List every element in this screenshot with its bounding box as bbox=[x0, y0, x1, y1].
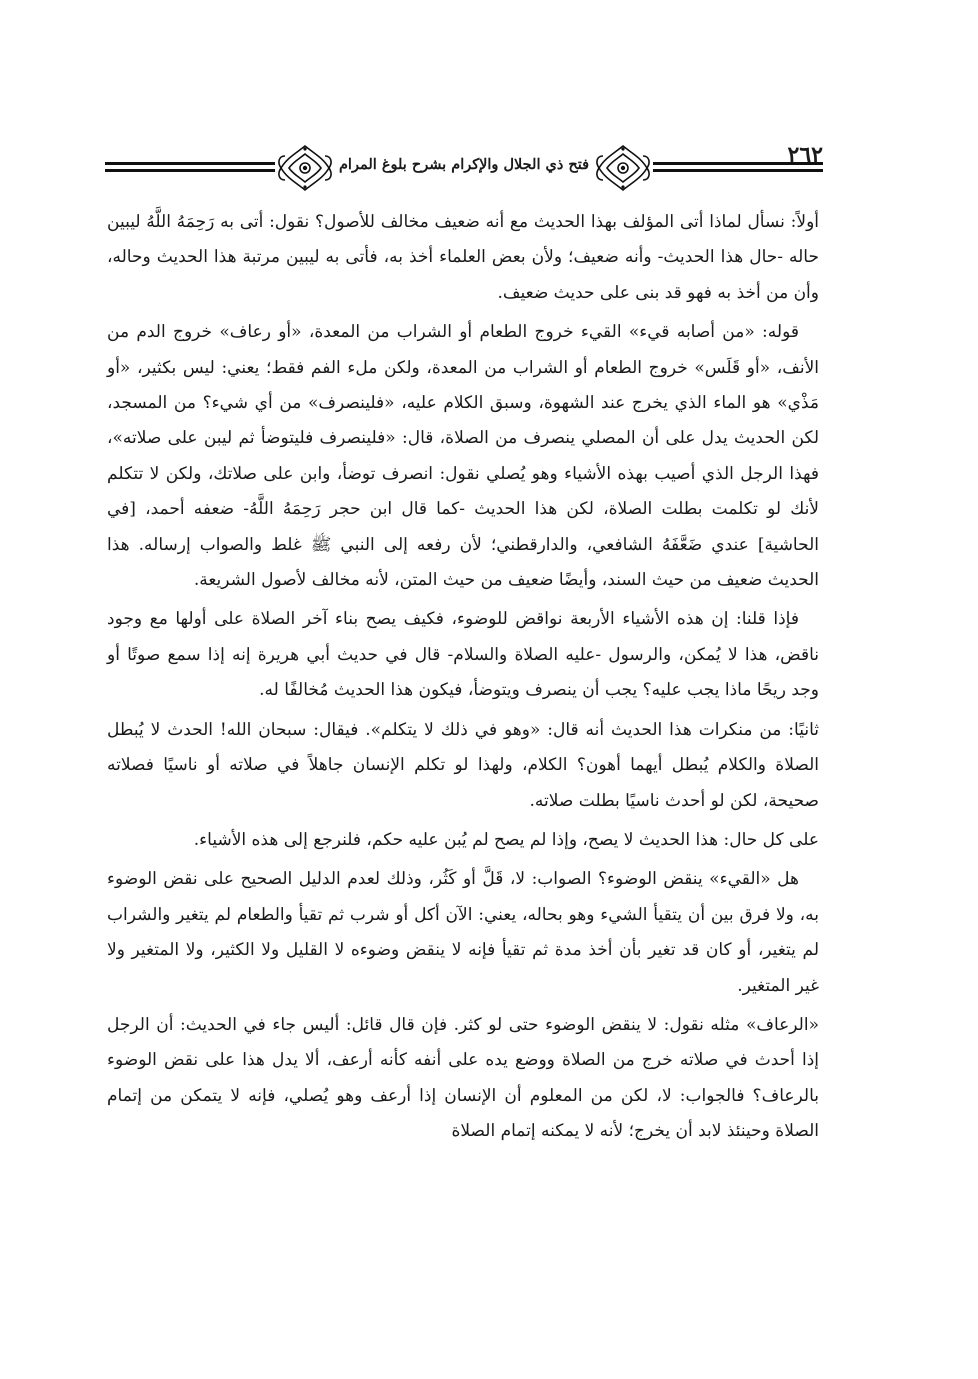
header-rule-left-bottom bbox=[105, 169, 275, 172]
page-number: ٢٦٢ bbox=[787, 142, 823, 168]
running-title: فتح ذي الجلال والإكرام بشرح بلوغ المرام bbox=[338, 156, 590, 173]
page-header bbox=[105, 140, 823, 196]
paragraph-2: قوله: «من أصابه قيء» القيء خروج الطعام أو الشراب من المعدة، «أو رعاف» خروج الدم من الأنف، «أو قَلَس» خروج الطعام أو الشراب من المعدة، ولكن ملء الفم فقط؛ يعني: ليس بكثير، «أو مَذْي» هو الماء الذي يخرج عند الشهوة، وسبق الكلام عليه، «فلينصرف» من أي شيء؟ من المسجد، لكن الحديث يدل على أن المصلي ينصرف من الصلاة، قال: «فلينصرف فليتوضأ ثم ليبن على صلاته»، فهذا الرجل الذي أصيب بهذه الأشياء وهو يُصلي نقول: انصرف توضأ، وابن على صلاتك، ولكن لا تتكلم لأنك لو تكلمت بطلت الصلاة، لكن هذا الحديث -كما قال ابن حجر رَحِمَهُ اللَّهُ- ضعفه أحمد، [في الحاشية] عندي ضَعَّفَهُ الشافعي، والدارقطني؛ لأن رفعه إلى النبي ﷺ غلط والصواب إرساله. هذا الحديث ضعيف من حيث السند، وأيضًا ضعيف من حيث المتن، لأنه مخالف لأصول الشريعة. bbox=[107, 322, 819, 591]
paragraph-3: فإذا قلنا: إن هذه الأشياء الأربعة نواقض للوضوء، فكيف يصح بناء آخر الصلاة على أولها مع وجود ناقض، هذا لا يُمكن، والرسول -عليه الصلاة والسلام- قال في حديث أبي هريرة إنه إذا سمع صوتًا أو وجد ريحًا ماذا يجب عليه؟ يجب أن ينصرف ويتوضأ، فيكون هذا الحديث مُخالفًا له. bbox=[107, 609, 819, 701]
paragraph-6: هل «القيء» ينقض الوضوء؟ الصواب: لا، قَلَّ أو كَثُر، وذلك لعدم الدليل الصحيح على نقض الوضوء به، ولا فرق بين أن يتقيأ الشيء وهو بحاله، يعني: الآن أكل أو شرب ثم تقيأ والطعام لم يتغير والشراب لم يتغير، أو كان قد تغير بأن أخذ مدة ثم تقيأ فإنه لا ينقض وضوءه لا القليل ولا الكثير، ولا المتغير ولا غير المتغير. bbox=[107, 869, 819, 996]
page-body bbox=[107, 205, 819, 1154]
header-rule-right-bottom bbox=[653, 169, 823, 172]
paragraph-4: ثانيًا: من منكرات هذا الحديث أنه قال: «وهو في ذلك لا يتكلم». فيقال: سبحان الله! الحدث لا يُبطل الصلاة والكلام يُبطل أيهما أهون؟ الكلام، ولهذا لو تكلم الإنسان جاهلاً في صلاته أو ناسيًا فصلاته صحيحة، لكن لو أحدث ناسيًا بطلت صلاته. bbox=[107, 719, 819, 811]
header-rule-left-top bbox=[105, 162, 275, 165]
floral-ornament-icon bbox=[595, 140, 651, 196]
floral-ornament-icon bbox=[277, 140, 333, 196]
paragraph-1: أولاً: نسأل لماذا أتى المؤلف بهذا الحديث مع أنه ضعيف مخالف للأصول؟ نقول: أتى به رَحِمَهُ اللَّهُ ليبين حاله -حال هذا الحديث- وأنه ضعيف؛ ولأن بعض العلماء أخذ به، فأتى به ليبين مرتبة هذا الحديث وحاله، وأن من أخذ به فهو قد بنى على حديث ضعيف. bbox=[107, 212, 819, 303]
paragraph-5: على كل حال: هذا الحديث لا يصح، وإذا لم يصح لم يُبن عليه حكم، فلنرجع إلى هذه الأشياء. bbox=[193, 829, 819, 850]
paragraph-7: «الرعاف» مثله نقول: لا ينقض الوضوء حتى لو كثر. فإن قال قائل: أليس جاء في الحديث: أن الرجل إذا أحدث في صلاته خرج من الصلاة ووضع يده على أنفه كأنه أرعف، ألا يدل هذا على نقض الوضوء بالرعاف؟ فالجواب: لا، لكن من المعلوم أن الإنسان إذا أرعف وهو يُصلي، فإنه لا يتمكن من إتمام الصلاة وحينئذ لابد أن يخرج؛ لأنه لا يمكنه إتمام الصلاة bbox=[107, 1014, 819, 1142]
